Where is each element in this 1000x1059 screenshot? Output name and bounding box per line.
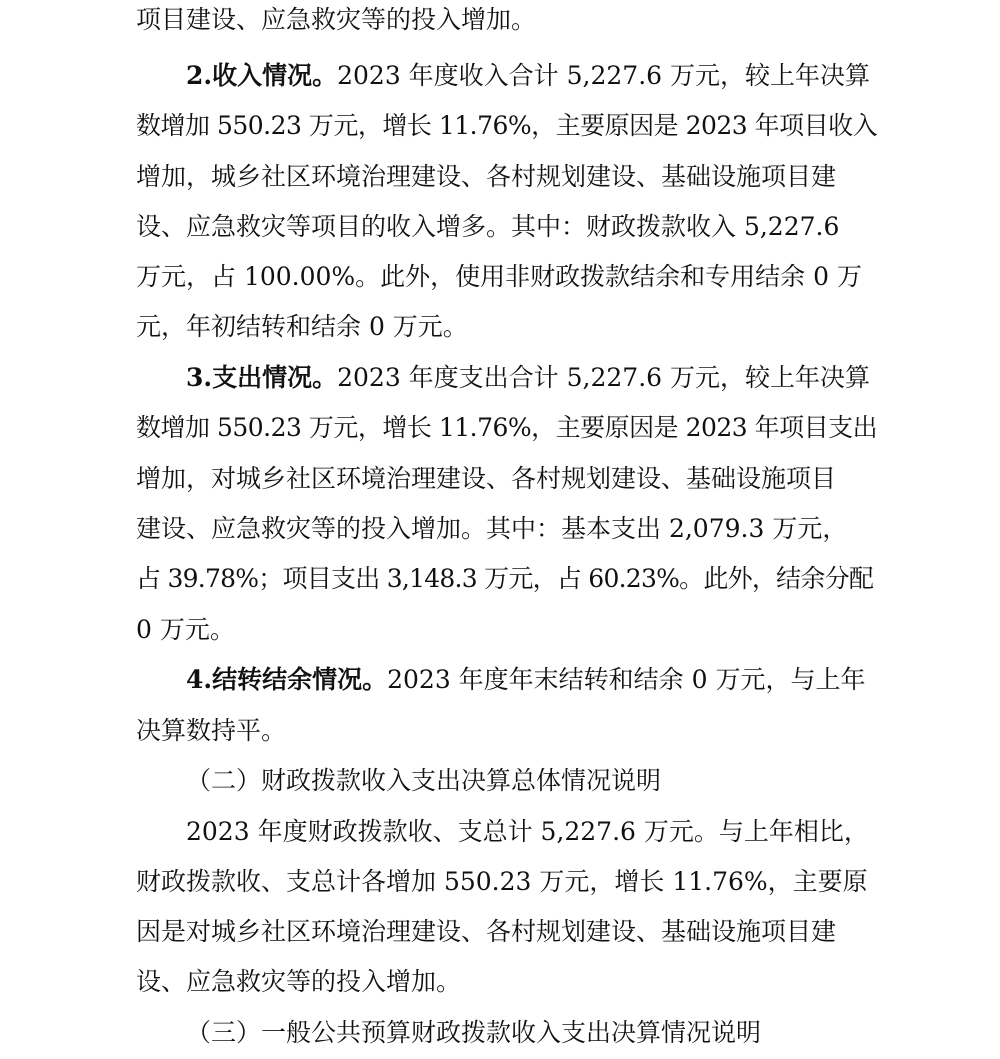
text-line bbox=[136, 0, 880, 40]
text-segment: 2023 年度支出合计 5,227.6 万元，较上年决算 bbox=[337, 363, 870, 392]
text-segment: 增加，城乡社区环境治理建设、各村规划建设、基础设施项目建 bbox=[136, 162, 837, 191]
text-segment: 因是对城乡社区环境治理建设、各村规划建设、基础设施项目建 bbox=[136, 917, 837, 946]
text-segment: 财政拨款收、支总计各增加 550.23 万元，增长 11.76%，主要原 bbox=[136, 867, 868, 896]
carryover-section-title: 4.结转结余情况。 bbox=[186, 665, 388, 694]
text-line bbox=[136, 962, 880, 1002]
paragraph-income-first-line bbox=[186, 56, 880, 96]
text-segment: 数增加 550.23 万元，增长 11.76%，主要原因是 2023 年项目支出 bbox=[136, 413, 878, 442]
text-line bbox=[136, 509, 880, 549]
income-section-title: 2.收入情况。 bbox=[186, 61, 338, 90]
text-segment: 项目建设、应急救灾等的投入增加。 bbox=[136, 5, 537, 34]
text-segment: 0 万元。 bbox=[136, 615, 235, 644]
text-segment: 数增加 550.23 万元，增长 11.76%，主要原因是 2023 年项目收入 bbox=[136, 111, 878, 140]
section-heading-fiscal-overview: （二）财政拨款收入支出决算总体情况说明 bbox=[186, 766, 662, 795]
paragraph-expense-first-line bbox=[186, 358, 880, 398]
text-segment: 设、应急救灾等的投入增加。 bbox=[136, 967, 462, 996]
text-line bbox=[136, 307, 880, 347]
text-segment: 元，年初结转和结余 0 万元。 bbox=[136, 312, 468, 341]
section-heading-general-budget: （三）一般公共预算财政拨款收入支出决算情况说明 bbox=[186, 1018, 762, 1047]
expense-section-title: 3.支出情况。 bbox=[186, 363, 338, 392]
text-line bbox=[136, 408, 880, 448]
text-segment: 2023 年度财政拨款收、支总计 5,227.6 万元。与上年相比， bbox=[186, 817, 869, 846]
text-segment: 占 39.78%；项目支出 3,148.3 万元，占 60.23%。此外，结余分配 bbox=[136, 564, 874, 593]
text-line bbox=[136, 207, 880, 247]
text-line bbox=[136, 459, 880, 499]
text-line bbox=[136, 912, 880, 952]
text-segment: 决算数持平。 bbox=[136, 716, 287, 745]
text-line bbox=[136, 610, 880, 650]
text-line bbox=[186, 812, 880, 852]
paragraph-carryover-first-line bbox=[186, 660, 880, 700]
text-line bbox=[136, 711, 880, 751]
text-line bbox=[136, 559, 880, 599]
text-line bbox=[136, 106, 880, 146]
text-segment: 2023 年度年末结转和结余 0 万元，与上年 bbox=[387, 665, 866, 694]
text-segment: 建设、应急救灾等的投入增加。其中：基本支出 2,079.3 万元， bbox=[136, 514, 848, 543]
text-segment: 设、应急救灾等项目的收入增多。其中：财政拨款收入 5,227.6 bbox=[136, 212, 840, 241]
text-segment: 万元，占 100.00%。此外，使用非财政拨款结余和专用结余 0 万 bbox=[136, 262, 862, 291]
text-line bbox=[136, 257, 880, 297]
text-line bbox=[136, 862, 880, 902]
text-segment: 2023 年度收入合计 5,227.6 万元，较上年决算 bbox=[337, 61, 870, 90]
text-line bbox=[136, 157, 880, 197]
text-segment: 增加，对城乡社区环境治理建设、各村规划建设、基础设施项目 bbox=[136, 464, 837, 493]
